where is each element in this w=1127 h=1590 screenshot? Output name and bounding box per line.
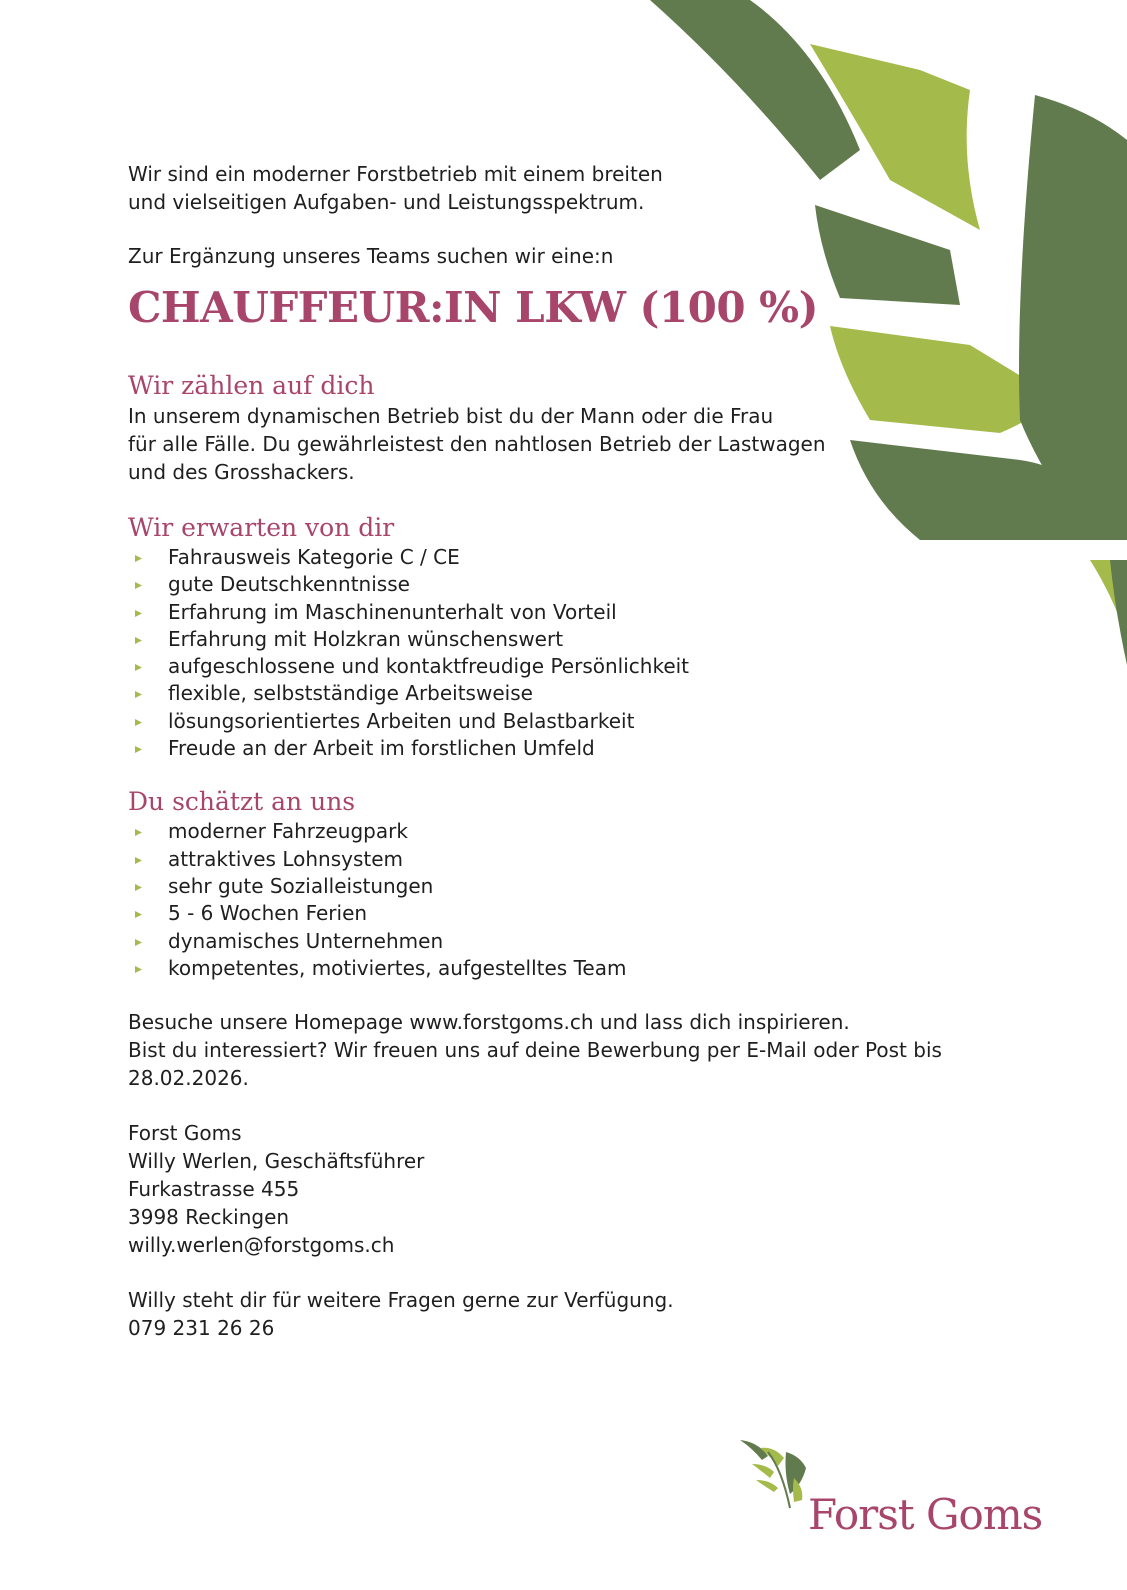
- bullet-icon: [134, 856, 143, 865]
- list-item-text: lösungsorientiertes Arbeiten und Belastbarkeit: [168, 708, 635, 733]
- closing-text: Willy steht dir für weitere Fragen gerne zur Verfügung.: [128, 1288, 674, 1313]
- list-item-text: dynamisches Unternehmen: [168, 928, 444, 953]
- bullet-icon: [134, 938, 143, 947]
- list-item: [128, 873, 988, 900]
- leaf-segment: [1110, 560, 1127, 665]
- list-item: [128, 626, 988, 653]
- list-item-text: Fahrausweis Kategorie C / CE: [168, 545, 460, 569]
- job-ad-content: [128, 160, 988, 1342]
- list-item-text: flexible, selbstständige Arbeitsweise: [168, 681, 533, 706]
- search-text: Zur Ergänzung unseres Teams suchen wir eine:n: [128, 244, 614, 268]
- list-item-text: gute Deutschkenntnisse: [168, 572, 410, 597]
- list-item: [128, 955, 988, 982]
- list-item: [128, 846, 988, 873]
- list-item-text: sehr gute Sozialleistungen: [168, 873, 434, 898]
- list-item-text: Freude an der Arbeit im forstlichen Umfeld: [168, 736, 595, 761]
- contact-street: Furkastrasse 455: [128, 1177, 300, 1202]
- list-item-text: aufgeschlossene und kontaktfreudige Persönlichkeit: [168, 654, 690, 679]
- section-heading-expect: Wir erwarten von dir: [128, 513, 395, 542]
- bullet-icon: [134, 718, 143, 727]
- list-item: [128, 544, 988, 571]
- bullet-icon: [134, 965, 143, 974]
- bullet-icon: [134, 663, 143, 672]
- list-item: [128, 735, 988, 762]
- rely-text: In unserem dynamischen Betrieb bist du der Mann oder die Frau für alle Fälle. Du gewährleistest den nahtlosen Betrieb der Lastwagen und des Grosshackers.: [128, 404, 826, 484]
- list-item: [128, 653, 988, 680]
- list-item-text: attraktives Lohnsystem: [168, 846, 403, 871]
- section-heading-offer: Du schätzt an uns: [128, 787, 356, 817]
- contact-block: [128, 1119, 988, 1259]
- bullet-icon: [134, 690, 143, 699]
- contact-person: Willy Werlen, Geschäftsführer: [128, 1149, 425, 1174]
- bullet-icon: [134, 581, 143, 590]
- list-item: [128, 571, 988, 598]
- logo-text: Forst Goms: [808, 1490, 1043, 1539]
- leaf-logo-icon: [738, 1438, 818, 1518]
- list-item-text: Erfahrung im Maschinenunterhalt von Vorteil: [168, 599, 617, 624]
- list-item-text: 5 - 6 Wochen Ferien: [168, 901, 368, 926]
- bullet-icon: [134, 636, 143, 645]
- list-item: [128, 818, 988, 845]
- list-item-text: moderner Fahrzeugpark: [168, 819, 408, 844]
- apply-text: Besuche unsere Homepage www.forstgoms.ch und lass dich inspirieren. Bist du interessiert? Wir freuen uns auf deine Bewerbung per E-Mail oder Post bis 28.02.2026.: [128, 1010, 942, 1091]
- list-item: [128, 708, 988, 735]
- list-item-text: kompetentes, motiviertes, aufgestelltes Team: [168, 955, 627, 980]
- bullet-icon: [134, 745, 143, 754]
- list-item: [128, 928, 988, 955]
- job-title: CHAUFFEUR:IN LKW (100 %): [128, 283, 818, 332]
- expect-list: [128, 544, 988, 762]
- contact-company: Forst Goms: [128, 1121, 242, 1146]
- offer-list: [128, 818, 988, 982]
- leaf-segment: [650, 0, 860, 180]
- list-item-text: Erfahrung mit Holzkran wünschenswert: [168, 626, 564, 651]
- bullet-icon: [134, 554, 143, 563]
- contact-city: 3998 Reckingen: [128, 1205, 290, 1230]
- intro-text: Wir sind ein moderner Forstbetrieb mit einem breiten und vielseitigen Aufgaben- und Leistungsspektrum.: [128, 162, 663, 214]
- list-item: [128, 599, 988, 626]
- section-heading-rely: Wir zählen auf dich: [128, 371, 375, 400]
- contact-email[interactable]: willy.werlen@forstgoms.ch: [128, 1233, 395, 1258]
- bullet-icon: [134, 609, 143, 618]
- closing-phone: 079 231 26 26: [128, 1316, 275, 1341]
- bullet-icon: [134, 828, 143, 837]
- bullet-icon: [134, 910, 143, 919]
- list-item: [128, 900, 988, 927]
- forst-goms-logo: [738, 1438, 1068, 1548]
- list-item: [128, 680, 988, 707]
- bullet-icon: [134, 883, 143, 892]
